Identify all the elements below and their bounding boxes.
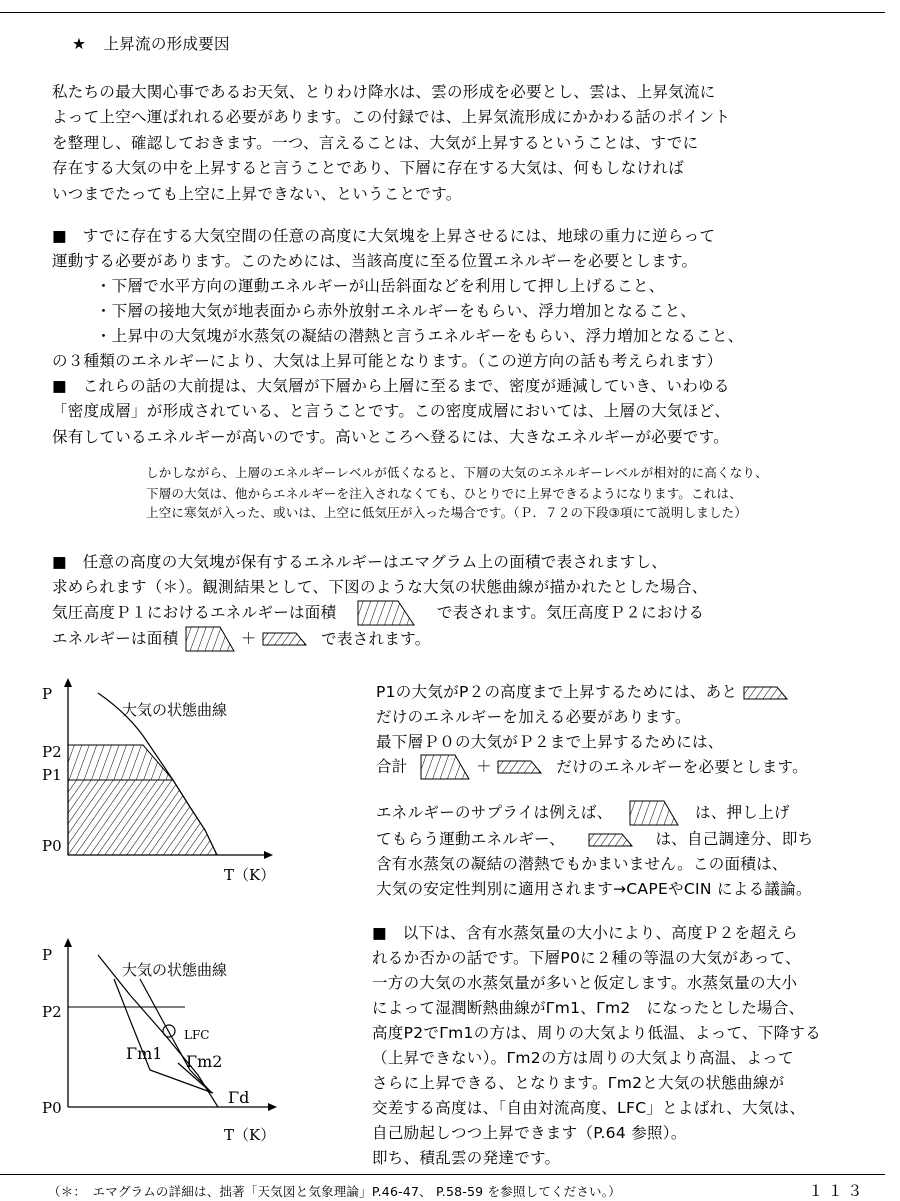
gamma-m1-label: Γm1 xyxy=(126,1044,163,1063)
p2-label: P2 xyxy=(42,1003,62,1021)
right-line: ■ 以下は、含有水蒸気量の大小により、高度Ｐ２を超えら xyxy=(372,924,798,942)
right-line: 最下層Ｐ０の大気がＰ２まで上昇するためには、 xyxy=(376,733,724,751)
text-span: エネルギーのサプライは例えば、 xyxy=(376,803,613,822)
plus-sign: ＋ xyxy=(476,757,492,776)
emagram-diagram-1 xyxy=(40,675,360,890)
top-rule xyxy=(0,12,885,13)
right-line: 含有水蒸気の凝結の潜熱でもかまいません。この面積は、 xyxy=(376,855,788,873)
section-line: 求められます（＊）。観測結果として、下図のような大気の状態曲線が描かれたとした場合、 xyxy=(52,578,708,596)
right-line: によって湿潤断熱曲線がΓm1、Γm2 になったとした場合、 xyxy=(372,999,805,1017)
star-icon: ★ xyxy=(72,35,87,53)
area-p1-p2 xyxy=(68,745,173,780)
list-item: ・下層の接地大気が地表面から赤外放射エネルギーをもらい、浮力増加となること、 xyxy=(80,302,697,320)
text-span: 気圧高度Ｐ１におけるエネルギーは面積 xyxy=(52,603,337,622)
area-small-icon xyxy=(497,759,543,775)
text-span: で表されます。 xyxy=(321,629,431,648)
lfc-label: LFC xyxy=(184,1028,210,1042)
heading xyxy=(72,32,230,54)
intro-line: 存在する大気の中を上昇すると言うことであり、下層に存在する大気は、何もしなければ xyxy=(52,159,685,177)
p0-label: P0 xyxy=(42,837,62,855)
text-span: エネルギーは面積 xyxy=(52,629,179,648)
p0-label: P0 xyxy=(42,1099,62,1117)
y-axis-label: P xyxy=(42,685,53,703)
section-line: ■ これらの話の大前提は、大気層が下層から上層に至るまで、密度が逓減していき、いわゆる xyxy=(52,377,730,395)
list-item: ・下層で水平方向の運動エネルギーが山岳斜面などを利用して押し上げること、 xyxy=(80,277,665,295)
right-line: だけのエネルギーを加える必要があります。 xyxy=(376,708,691,726)
text-span: 合計 xyxy=(376,757,408,776)
section-line: ■ 任意の高度の大気塊が保有するエネルギーはエマグラム上の面積で表されますし、 xyxy=(52,553,668,571)
area-large-icon xyxy=(628,800,680,826)
right-line: 自己励起しつつ上昇できます（P.64 参照）。 xyxy=(372,1124,687,1142)
y-axis-label: P xyxy=(42,946,53,964)
emagram-diagram-2 xyxy=(40,935,360,1150)
area-p0-p1 xyxy=(68,780,217,855)
y-arrow-icon xyxy=(64,938,72,947)
note-line: 上空に寒気が入った、或いは、上空に低気圧が入った場合です。（Ｐ．７２の下段③項にて説明しました） xyxy=(146,505,748,520)
right-line: （上昇できない）。Γm2の方は周りの大気より高温、よって xyxy=(372,1049,794,1067)
right-line xyxy=(376,754,808,780)
intro-line: よって上空へ運ばれれる必要があります。この付録では、上昇気流形成にかかわる話のポイント xyxy=(52,108,731,126)
text-span: は、押し上げ xyxy=(695,803,790,822)
right-line xyxy=(376,827,813,849)
x-axis-label: T（K） xyxy=(224,1126,276,1144)
area-large-icon xyxy=(184,626,236,652)
x-arrow-icon xyxy=(268,1103,277,1111)
section-line xyxy=(52,626,431,652)
right-line xyxy=(376,800,790,826)
section-line: の３種類のエネルギーにより、大気は上昇可能となります。（この逆方向の話も考えられます） xyxy=(52,352,723,370)
note-line: しかしながら、上層のエネルギーレベルが低くなると、下層の大気のエネルギーレベルが相対的に高くなり、 xyxy=(146,465,768,480)
curve-label: 大気の状態曲線 xyxy=(122,961,228,979)
curve-label: 大気の状態曲線 xyxy=(122,701,228,719)
p2-label: P2 xyxy=(42,743,62,761)
page-number: １１３ xyxy=(808,1182,867,1200)
intro-line: を整理し、確認しておきます。一つ、言えることは、大気が上昇するということは、すでに xyxy=(52,134,699,152)
note-line: 下層の大気は、他からエネルギーを注入されなくても、ひとりでに上昇できるようになります。これは、 xyxy=(146,486,742,501)
area-small-icon xyxy=(588,832,634,848)
x-axis-label: T（K） xyxy=(224,866,276,884)
text-span: は、自己調達分、即ち xyxy=(655,830,814,848)
heading-text: 上昇流の形成要因 xyxy=(103,35,230,53)
bottom-rule xyxy=(0,1174,885,1175)
footnote: （＊： エマグラムの詳細は、拙著「天気図と気象理論」P.46-47、 P.58-59 を参照してください。） xyxy=(48,1184,621,1199)
x-arrow-icon xyxy=(264,851,273,859)
list-item: ・上昇中の大気塊が水蒸気の凝結の潜熱と言うエネルギーをもらい、浮力増加となること、 xyxy=(80,327,744,345)
area-large-icon xyxy=(419,754,471,780)
right-line: 大気の安定性判別に適用されます→CAPEやCIN による議論。 xyxy=(376,880,812,898)
area-small-icon xyxy=(743,685,789,701)
intro-line: いつまでたっても上空に上昇できない、ということです。 xyxy=(52,185,462,203)
gamma-m2-label: Γm2 xyxy=(186,1052,223,1071)
text-span: で表されます。気圧高度Ｐ２における xyxy=(436,603,705,622)
right-line: 即ち、積乱雲の発達です。 xyxy=(372,1149,561,1167)
area-small-icon xyxy=(262,631,308,647)
gamma-d-label: Γd xyxy=(228,1088,250,1107)
text-span: てもらう運動エネルギー、 xyxy=(376,830,565,848)
right-line: 交差する高度は、「自由対流高度、LFC」とよばれ、大気は、 xyxy=(372,1099,806,1117)
right-line: 一方の大気の水蒸気量が多いと仮定します。水蒸気量の大小 xyxy=(372,974,798,992)
section-line xyxy=(52,600,704,626)
text-span: だけのエネルギーを必要とします。 xyxy=(556,757,808,776)
right-line xyxy=(376,680,789,702)
right-line: さらに上昇できる、となります。Γm2と大気の状態曲線が xyxy=(372,1074,785,1092)
section-line: ■ すでに存在する大気空間の任意の高度に大気塊を上昇させるには、地球の重力に逆らって xyxy=(52,227,716,245)
text-span: P1の大気がP２の高度まで上昇するためには、あと xyxy=(376,683,738,701)
intro-line: 私たちの最大関心事であるお天気、とりわけ降水は、雲の形成を必要とし、雲は、上昇気流に xyxy=(52,83,716,101)
plus-sign: ＋ xyxy=(240,629,257,648)
right-line: れるか否かの話です。下層P0に２種の等温の大気があって、 xyxy=(372,949,801,967)
section-line: 保有しているエネルギーが高いのです。高いところへ登るには、大きなエネルギーが必要です。 xyxy=(52,428,729,446)
right-line: 高度P2でΓm1の方は、周りの大気より低温、よって、下降する xyxy=(372,1024,821,1042)
section-line: 運動する必要があります。このためには、当該高度に至る位置エネルギーを必要とします。 xyxy=(52,252,698,270)
p1-label: P1 xyxy=(42,766,62,784)
y-arrow-icon xyxy=(64,678,72,687)
section-line: 「密度成層」が形成されている、と言うことです。この密度成層においては、上層の大気ほど、 xyxy=(52,402,731,420)
area-large-icon xyxy=(356,600,416,626)
